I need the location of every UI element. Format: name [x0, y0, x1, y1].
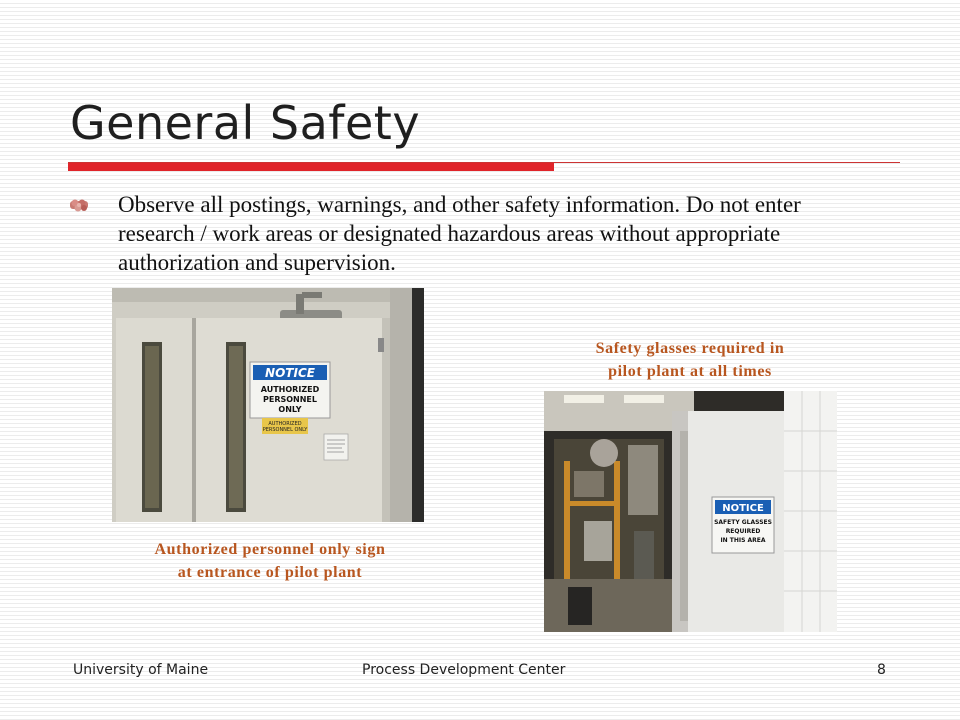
pilot-plant-illustration [544, 391, 837, 632]
caption-right-line2: pilot plant at all times [608, 363, 772, 380]
left-notice-line2: PERSONNEL [262, 395, 318, 404]
left-notice-title: NOTICE [265, 366, 315, 380]
bullet-text: Observe all postings, warnings, and other safety information. Do not enter research / work areas or designated hazardous areas without appropriate authorization and supervision. [118, 192, 801, 275]
flower-bullet-icon [70, 198, 88, 212]
photo-pilot-plant [544, 391, 837, 632]
title-rule-accent [68, 163, 554, 171]
caption-left-line1: Authorized personnel only sign [154, 541, 386, 558]
caption-safety-glasses [540, 337, 840, 383]
right-notice-line1: SAFETY GLASSES [714, 519, 772, 526]
footer-center-title: Process Development Center [362, 662, 566, 678]
authorized-door-illustration [112, 288, 424, 522]
slide-number: 8 [877, 662, 886, 678]
slide-title: General Safety [70, 96, 421, 150]
footer-organization: University of Maine [73, 662, 209, 678]
caption-left-line2: at entrance of pilot plant [177, 564, 363, 581]
left-small-sign-line2: PERSONNEL ONLY [262, 427, 308, 433]
left-notice-line1: AUTHORIZED [260, 385, 320, 394]
caption-right-line1: Safety glasses required in [595, 340, 785, 357]
left-small-sign-line1: AUTHORIZED [268, 421, 302, 427]
right-notice-line2: REQUIRED [725, 528, 761, 535]
left-notice-line3: ONLY [278, 405, 302, 414]
photo-authorized-door [112, 288, 424, 522]
caption-authorized-personnel [100, 538, 440, 584]
right-notice-line3: IN THIS AREA [720, 537, 766, 544]
right-notice-title: NOTICE [722, 503, 764, 514]
